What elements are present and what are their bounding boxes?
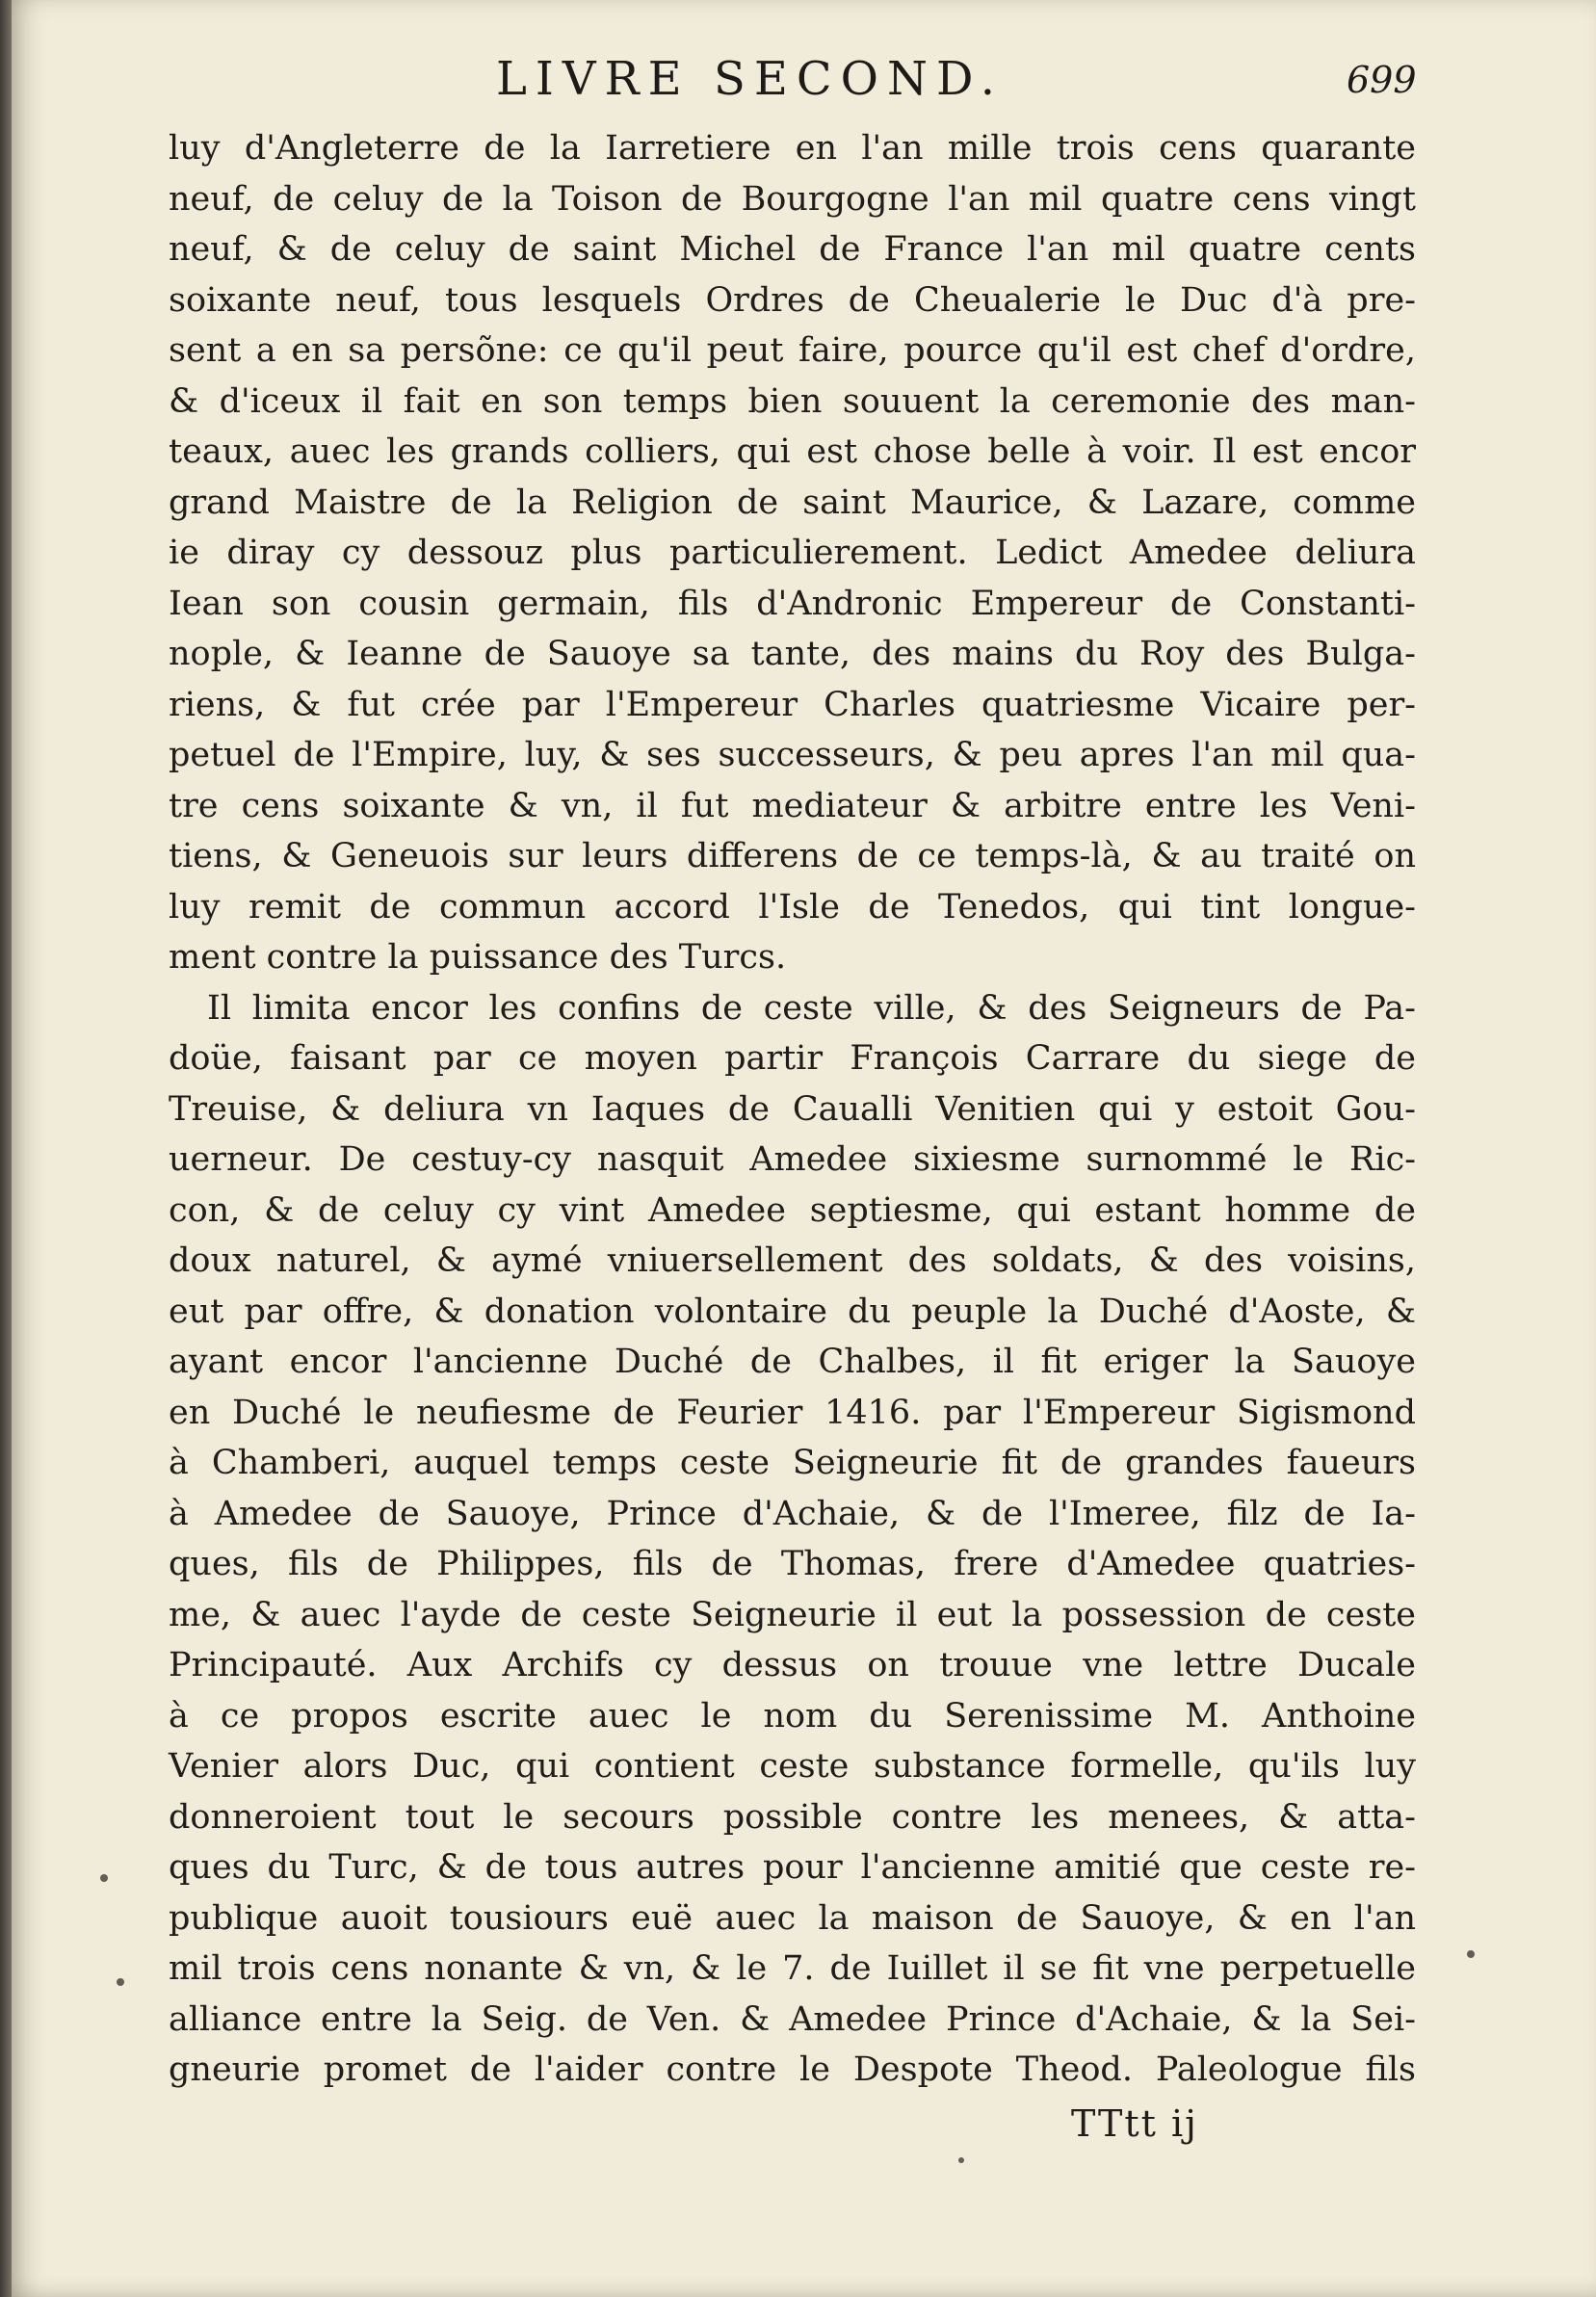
text-line: ques, fils de Philippes, fils de Thomas, frere d'Amedee quatries-: [169, 1545, 1416, 1583]
text-line: gneurie promet de l'aider contre le Despote Theod. Paleologue fils: [169, 2050, 1416, 2089]
text-line: doüe, faisant par ce moyen partir François Carrare du siege de: [169, 1039, 1416, 1078]
text-line: riens, & fut crée par l'Empereur Charles quatriesme Vicaire per-: [169, 685, 1416, 724]
text-line: donneroient tout le secours possible contre les menees, & atta-: [169, 1797, 1416, 1837]
running-head: [0, 50, 1596, 108]
text-line: ques du Turc, & de tous autres pour l'ancienne amitié que ceste re-: [169, 1848, 1416, 1887]
text-line: luy d'Angleterre de la Iarretiere en l'an mille trois cens quarante: [169, 129, 1416, 168]
running-head-title: LIVRE SECOND.: [496, 52, 1004, 106]
text-line: Iean son cousin germain, fils d'Andronic Empereur de Constanti-: [169, 584, 1416, 623]
text-line: Venier alors Duc, qui contient ceste substance formelle, qu'ils luy: [169, 1747, 1416, 1786]
text-line: uerneur. De cestuy-cy nasquit Amedee sixiesme surnommé le Ric-: [169, 1140, 1416, 1179]
text-line: à Amedee de Sauoye, Prince d'Achaie, & de l'Imeree, filz de Ia-: [169, 1494, 1416, 1533]
text-line: Principauté. Aux Archifs cy dessus on trouue vne lettre Ducale: [169, 1646, 1416, 1684]
text-line: con, & de celuy cy vint Amedee septiesme, qui estant homme de: [169, 1190, 1416, 1230]
text-line: tiens, & Geneuois sur leurs differens de ce temps-là, & au traité on: [169, 837, 1416, 875]
text-line: ment contre la puissance des Turcs.: [169, 938, 787, 977]
text-line: soixante neuf, tous lesquels Ordres de Cheualerie le Duc d'à pre-: [169, 280, 1416, 320]
text-line: alliance entre la Seig. de Ven. & Amedee Prince d'Achaie, & la Sei-: [169, 1999, 1416, 2039]
ink-speck: [958, 2157, 964, 2163]
signature-mark: TTtt ij: [1071, 2102, 1198, 2145]
text-line: à Chamberi, auquel temps ceste Seigneurie fit de grandes faueurs: [169, 1444, 1416, 1482]
text-line: Treuise, & deliura vn Iaques de Caualli Venitien qui y estoit Gou-: [169, 1089, 1416, 1129]
text-line: luy remit de commun accord l'Isle de Tenedos, qui tint longue-: [169, 887, 1416, 927]
text-line: doux naturel, & aymé vniuersellement des soldats, & des voisins,: [169, 1241, 1416, 1280]
text-line: ayant encor l'ancienne Duché de Chalbes, il fit eriger la Sauoye: [169, 1343, 1416, 1381]
text-line: grand Maistre de la Religion de saint Maurice, & Lazare, comme: [169, 483, 1416, 522]
ink-speck: [117, 1978, 124, 1986]
text-line: me, & auec l'ayde de ceste Seigneurie il eut la possession de ceste: [169, 1595, 1416, 1634]
text-line: eut par offre, & donation volontaire du peuple la Duché d'Aoste, &: [169, 1292, 1416, 1331]
text-line: en Duché le neufiesme de Feurier 1416. par l'Empereur Sigismond: [169, 1393, 1416, 1432]
text-line: Il limita encor les confins de ceste ville, & des Seigneurs de Pa-: [207, 988, 1416, 1028]
text-line: petuel de l'Empire, luy, & ses successeurs, & peu apres l'an mil qua-: [169, 736, 1416, 774]
text-line: à ce propos escrite auec le nom du Serenissime M. Anthoine: [169, 1696, 1416, 1736]
page-number: 699: [1347, 59, 1417, 101]
text-line: sent a en sa persõne: ce qu'il peut faire, pource qu'il est chef d'ordre,: [169, 331, 1416, 370]
text-line: & d'iceux il fait en son temps bien souuent la ceremonie des man-: [169, 381, 1416, 421]
ink-speck: [100, 1874, 108, 1882]
page-gutter-shadow: [0, 0, 12, 2297]
text-line: tre cens soixante & vn, il fut mediateur & arbitre entre les Veni-: [169, 786, 1416, 825]
text-line: publique auoit tousiours euë auec la maison de Sauoye, & en l'an: [169, 1898, 1416, 1938]
text-line: neuf, de celuy de la Toison de Bourgogne l'an mil quatre cens vingt: [169, 179, 1416, 219]
text-line: mil trois cens nonante & vn, & le 7. de Iuillet il se fit vne perpetuelle: [169, 1949, 1416, 1988]
text-line: teaux, auec les grands colliers, qui est chose belle à voir. Il est encor: [169, 432, 1416, 471]
text-line: nople, & Ieanne de Sauoye sa tante, des mains du Roy des Bulga-: [169, 635, 1416, 673]
ink-speck: [1467, 1950, 1475, 1958]
text-line: neuf, & de celuy de saint Michel de France l'an mil quatre cents: [169, 230, 1416, 269]
text-line: ie diray cy dessouz plus particulierement. Ledict Amedee deliura: [169, 534, 1416, 572]
body-text: [169, 123, 1416, 2096]
